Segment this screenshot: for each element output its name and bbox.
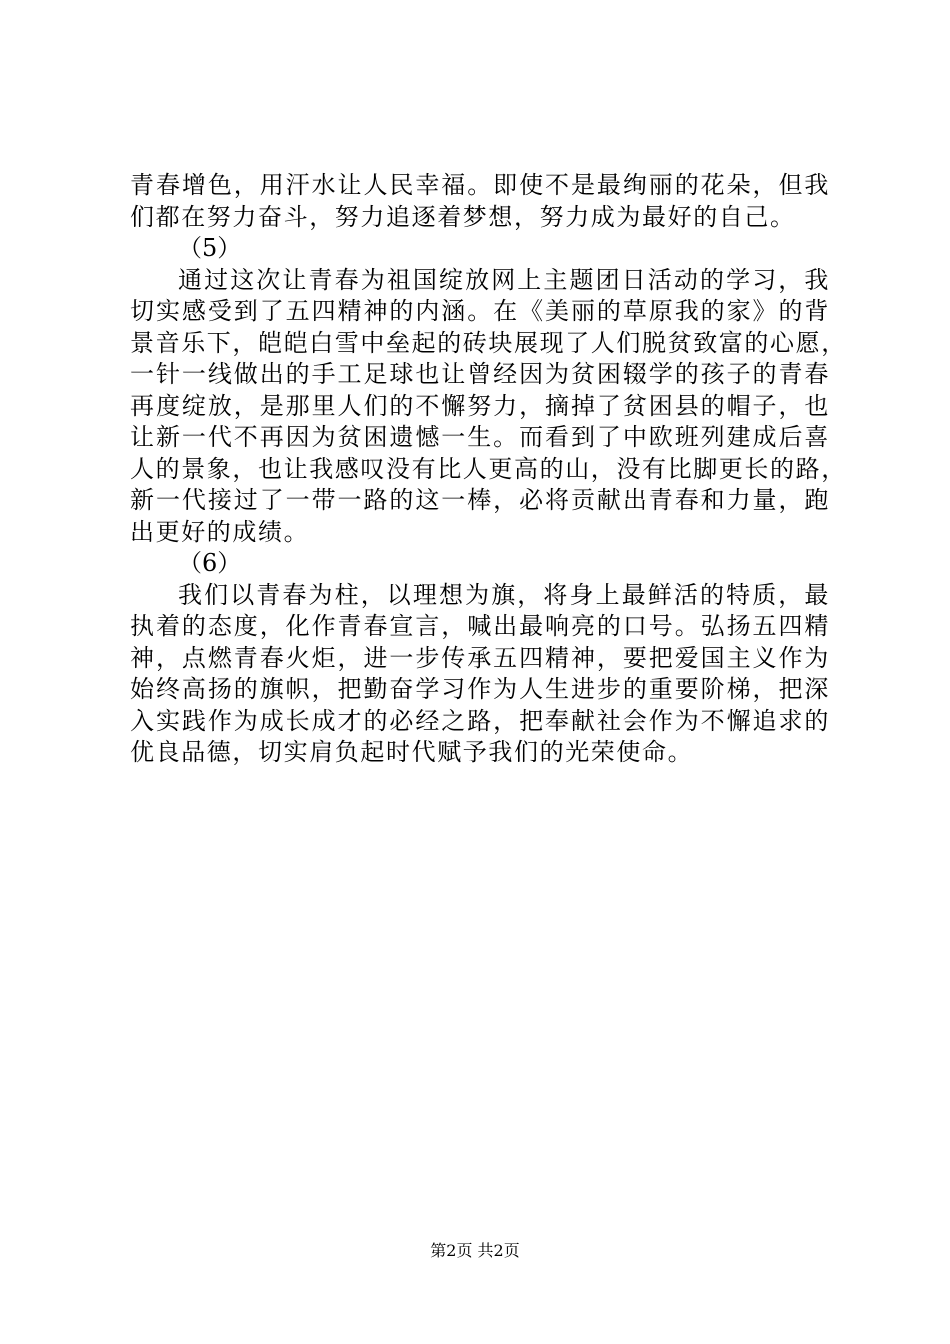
- text-line: 一针一线做出的手工足球也让曾经因为贫困辍学的孩子的青春: [130, 360, 830, 388]
- text-line: 入实践作为成长成才的必经之路，把奉献社会作为不懈追求的: [130, 706, 830, 735]
- paragraph-section-6: [130, 580, 830, 769]
- text-line: 青春增色，用汗水让人民幸福。即使不是最绚丽的花朵，但我: [130, 171, 830, 199]
- paragraph-section-5: [130, 265, 847, 549]
- text-line: 通过这次让青春为祖国绽放网上主题团日活动的学习，我: [178, 265, 830, 294]
- text-line: 我们以青春为柱，以理想为旗，将身上最鲜活的特质，最: [178, 580, 830, 609]
- text-line: 执着的态度，化作青春宣言，喊出最响亮的口号。弘扬五四精: [130, 612, 830, 640]
- text-line: 人的景象，也让我感叹没有比人更高的山，没有比脚更长的路，: [130, 454, 847, 483]
- text-line: 神，点燃青春火炬，进一步传承五四精神，要把爱国主义作为: [130, 643, 830, 672]
- text-line: 再度绽放，是那里人们的不懈努力，摘掉了贫困县的帽子，也: [130, 391, 830, 420]
- text-line: 们都在努力奋斗，努力追逐着梦想，努力成为最好的自己。: [130, 202, 796, 231]
- section-heading-6: （6）: [178, 549, 242, 577]
- text-line: 新一代接过了一带一路的这一棒，必将贡献出青春和力量，跑: [130, 486, 830, 514]
- page-number-footer: 第2页 共2页: [430, 1241, 520, 1260]
- section-heading-5: （5）: [178, 234, 242, 262]
- text-line: 景音乐下，皑皑白雪中垒起的砖块展现了人们脱贫致富的心愿，: [130, 328, 847, 357]
- text-line: 优良品德，切实肩负起时代赋予我们的光荣使命。: [130, 738, 694, 766]
- text-line: 始终高扬的旗帜，把勤奋学习作为人生进步的重要阶梯，把深: [130, 675, 830, 703]
- text-line: 让新一代不再因为贫困遗憾一生。而看到了中欧班列建成后喜: [130, 423, 830, 451]
- document-body: [130, 170, 847, 769]
- text-line: 切实感受到了五四精神的内涵。在《美丽的草原我的家》的背: [130, 297, 830, 325]
- text-line: 出更好的成绩。: [130, 517, 310, 546]
- paragraph-continued: [130, 170, 830, 233]
